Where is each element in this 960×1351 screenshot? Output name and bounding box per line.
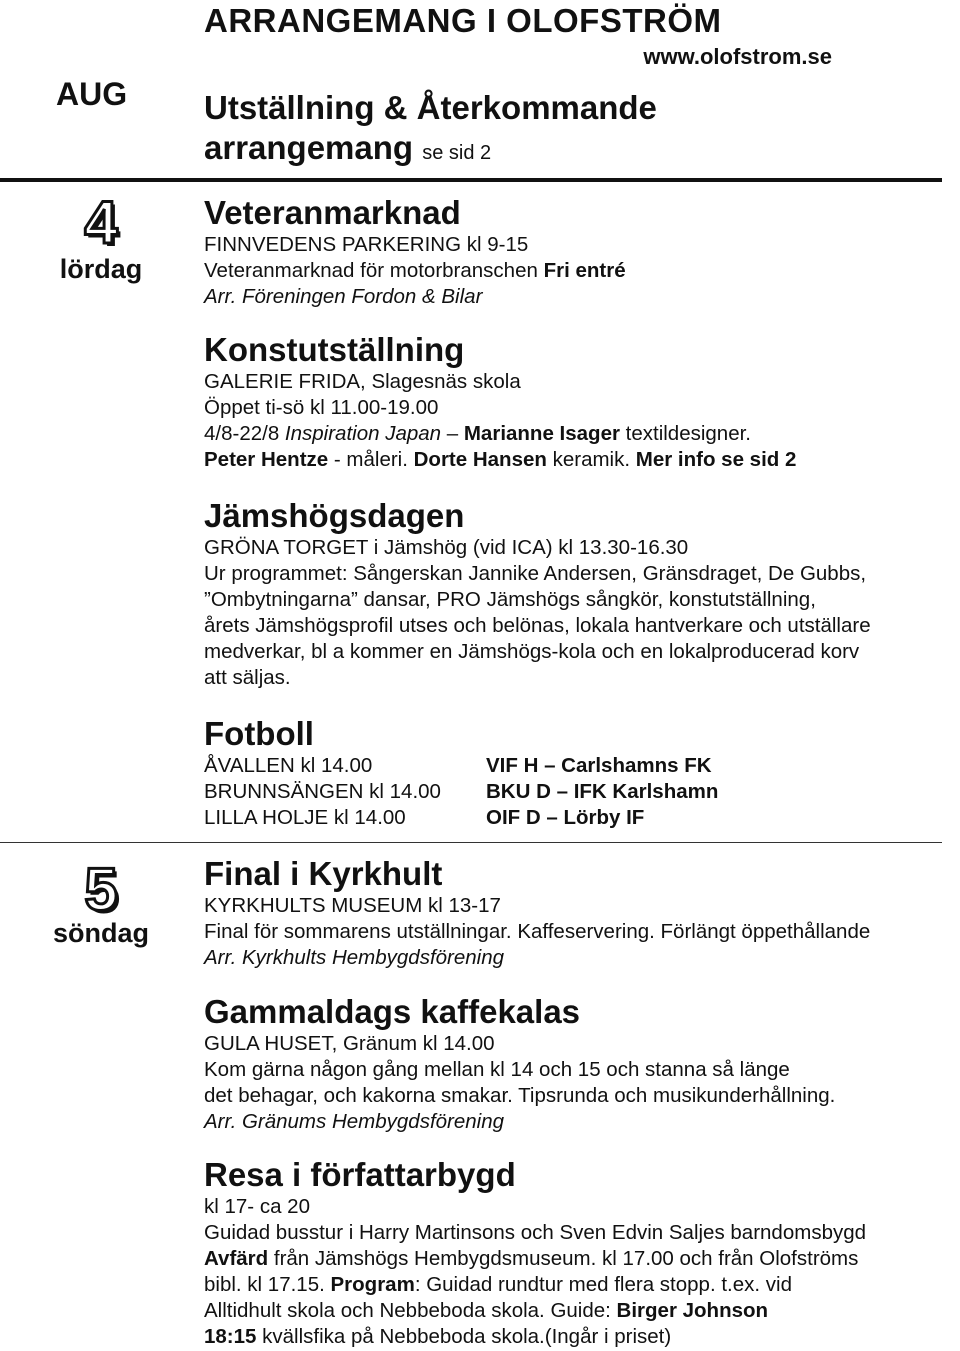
program-label: Program [330,1273,415,1296]
event-body-line: medverkar, bl a kommer en Jämshögs-kola och en lokalproducerad korv [204,640,860,663]
event-title: Gammaldags kaffekalas [204,993,581,1030]
match-teams: BKU D – IFK Karlshamn [486,780,719,803]
day-name-saturday: lördag [59,254,143,284]
departure-label: Avfärd [204,1247,269,1270]
event-jamshogsdagen [204,497,956,691]
fika-text: kvällsfika på Nebbeboda skola.(Ingår i priset) [256,1325,672,1348]
artist-name: Marianne Isager [463,422,620,445]
fika-time: 18:15 [204,1325,257,1348]
match-row [204,779,956,805]
event-location: GALERIE FRIDA, Slagesnäs skola [204,370,521,393]
match-row [204,753,956,779]
event-organizer: Arr. Föreningen Fordon & Bilar [204,285,483,308]
event-body-line: att säljas. [204,666,291,689]
event-artists-line [204,421,956,447]
program-text: : Guidad rundtur med flera stopp. t.ex. vid [414,1273,792,1296]
event-departure [204,1246,956,1272]
event-final-kyrkhult [204,855,956,971]
description-text: Veteranmarknad för motorbranschen [204,259,544,282]
day-number-5: 5 [84,856,118,923]
match-teams: VIF H – Carlshamns FK [486,754,712,777]
dash: – [441,422,464,445]
event-guide [204,1298,956,1324]
artist-name: Peter Hentze [204,448,329,471]
departure-text: från Jämshögs Hembygdsmuseum. kl 17.00 och från Olofströms [268,1247,859,1270]
subheading-line-1: Utställning & Återkommande [204,89,657,126]
match-place: LILLA HOLJE kl 14.00 [204,806,406,829]
event-description: Guidad busstur i Harry Martinsons och Sven Edvin Saljes barndomsbygd [204,1221,867,1244]
day-name-sunday: söndag [52,918,149,948]
event-description: det behagar, och kakorna smakar. Tipsrunda och musikunderhållning. [204,1084,836,1107]
artist-name: Dorte Hansen [413,448,547,471]
match-row [204,805,956,831]
event-title: Resa i författarbygd [204,1156,516,1193]
event-description [204,258,956,284]
event-title: Konstutställning [204,331,465,368]
event-veteranmarknad [204,194,956,310]
event-body-line: Ur programmet: Sångerskan Jannike Andersen, Gränsdraget, De Gubbs, [204,562,867,585]
event-konstutstallning [204,331,956,473]
day-number-4: 4 [84,189,118,256]
event-location: FINNVEDENS PARKERING kl 9-15 [204,233,529,256]
event-time: kl 17- ca 20 [204,1195,310,1218]
event-location: KYRKHULTS MUSEUM kl 13-17 [204,894,501,917]
guide-name: Birger Johnson [616,1299,769,1322]
exhibition-theme: Inspiration Japan [284,422,442,445]
artist-role: textildesigner. [619,422,752,445]
month-label: AUG [56,76,128,112]
event-kaffekalas [204,993,956,1135]
event-program [204,1272,956,1298]
artist-role: - måleri. [328,448,414,471]
event-resa-forfattarbygd [204,1156,956,1350]
match-teams: OIF D – Lörby IF [486,806,645,829]
event-body-line: årets Jämshögsprofil utses och belönas, lokala hantverkare och utställare [204,614,871,637]
subheading-text: arrangemang [204,129,414,166]
exhibition-dates: 4/8-22/8 [204,422,285,445]
match-place: ÅVALLEN kl 14.00 [204,754,373,777]
free-entry: Fri entré [543,259,626,282]
event-location: GRÖNA TORGET i Jämshög (vid ICA) kl 13.30-16.30 [204,536,689,559]
guide-prefix: Alltidhult skola och Nebbeboda skola. Guide: [204,1299,617,1322]
website-url: www.olofstrom.se [643,44,832,69]
event-organizer: Arr. Kyrkhults Hembygdsförening [204,946,505,969]
subheading-line-2 [204,128,491,173]
event-artists-line-2 [204,447,956,473]
event-fotboll [204,715,956,831]
event-description: Kom gärna någon gång mellan kl 14 och 15 och stanna så länge [204,1058,790,1081]
event-title: Final i Kyrkhult [204,855,443,892]
event-title: Fotboll [204,715,314,752]
event-description: Final för sommarens utställningar. Kaffeservering. Förlängt öppethållande [204,920,871,943]
header-divider [0,178,942,182]
match-place: BRUNNSÄNGEN kl 14.00 [204,780,441,803]
event-location: GULA HUSET, Gränum kl 14.00 [204,1032,495,1055]
page-title: ARRANGEMANG I OLOFSTRÖM [204,2,722,39]
event-fika [204,1324,956,1350]
event-hours: Öppet ti-sö kl 11.00-19.00 [204,396,439,419]
day-divider [0,842,942,843]
event-title: Veteranmarknad [204,194,461,231]
event-organizer: Arr. Gränums Hembygdsförening [204,1110,505,1133]
more-info: Mer info se sid 2 [635,448,797,471]
artist-role: keramik. [546,448,636,471]
program-prefix: bibl. kl 17.15. [204,1273,331,1296]
subheading-ref: se sid 2 [422,142,492,164]
event-title: Jämshögsdagen [204,497,465,534]
event-body-line: ”Ombytningarna” dansar, PRO Jämshögs sångkör, konstutställning, [204,588,816,611]
